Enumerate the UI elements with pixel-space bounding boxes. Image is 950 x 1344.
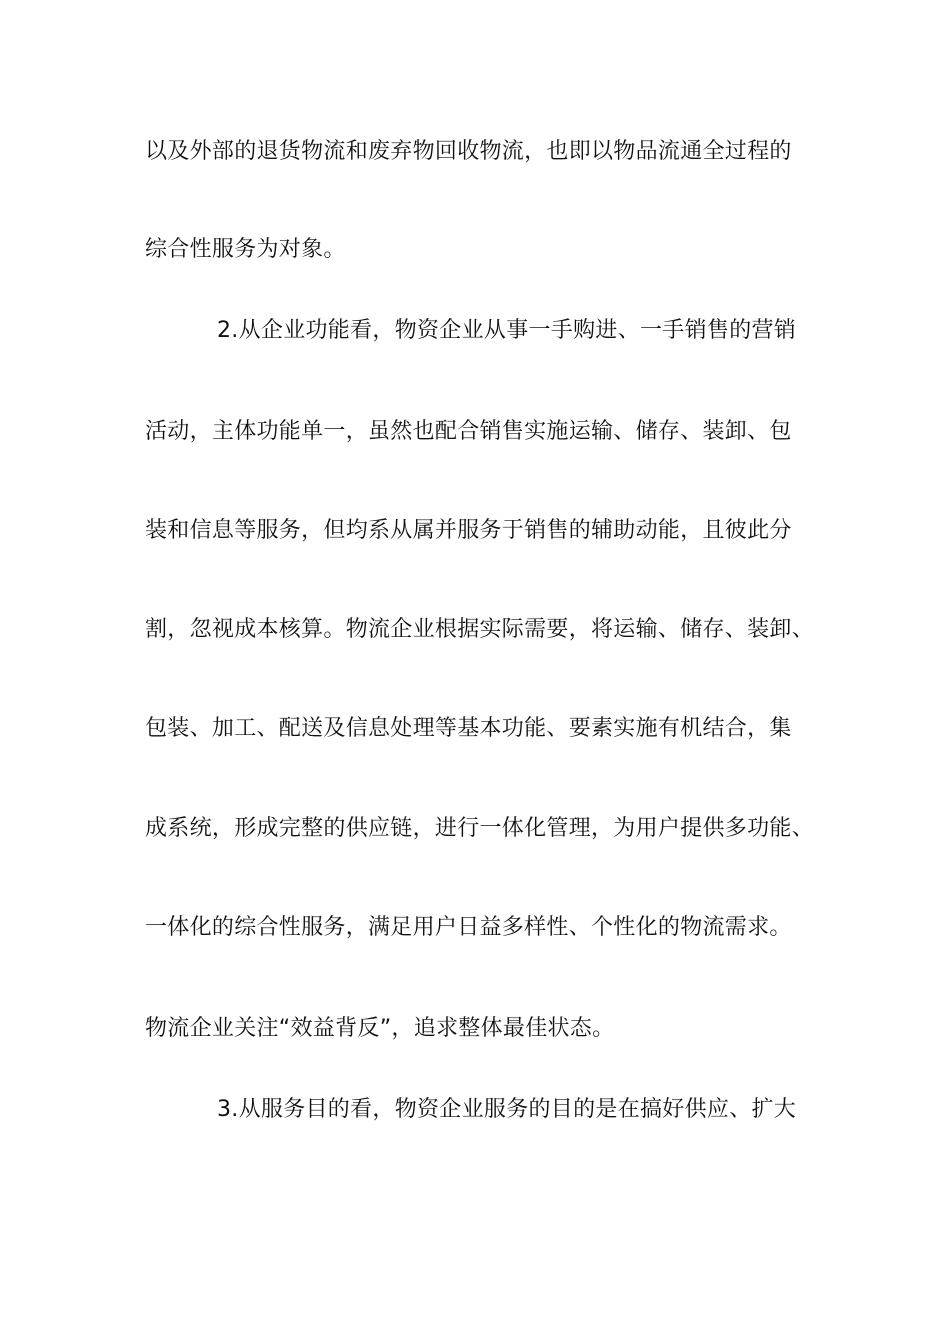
text-line: 综合性服务为对象。 (145, 237, 346, 262)
text-line: 一体化的综合性服务，满足用户日益多样性、个性化的物流需求。 (145, 915, 792, 940)
paragraph-start-line: 3.从服务目的看，物资企业服务的目的是在搞好供应、扩大 (217, 1097, 797, 1122)
text-line: 成系统，形成完整的供应链，进行一体化管理，为用户提供多功能、 (145, 816, 815, 841)
text-line: 装和信息等服务，但均系从属并服务于销售的辅助动能，且彼此分 (145, 518, 792, 543)
text-line: 以及外部的退货物流和废弃物回收物流，也即以物品流通全过程的 (145, 139, 792, 164)
text-line: 包装、加工、配送及信息处理等基本功能、要素实施有机结合，集 (145, 716, 792, 741)
text-line: 割，忽视成本核算。物流企业根据实际需要，将运输、储存、装卸、 (145, 617, 815, 642)
text-line: 物流企业关注“效益背反”，追求整体最佳状态。 (145, 1016, 615, 1041)
text-line: 活动，主体功能单一，虽然也配合销售实施运输、储存、装卸、包 (145, 419, 792, 444)
paragraph-start-line: 2.从企业功能看，物资企业从事一手购进、一手销售的营销 (217, 318, 797, 343)
